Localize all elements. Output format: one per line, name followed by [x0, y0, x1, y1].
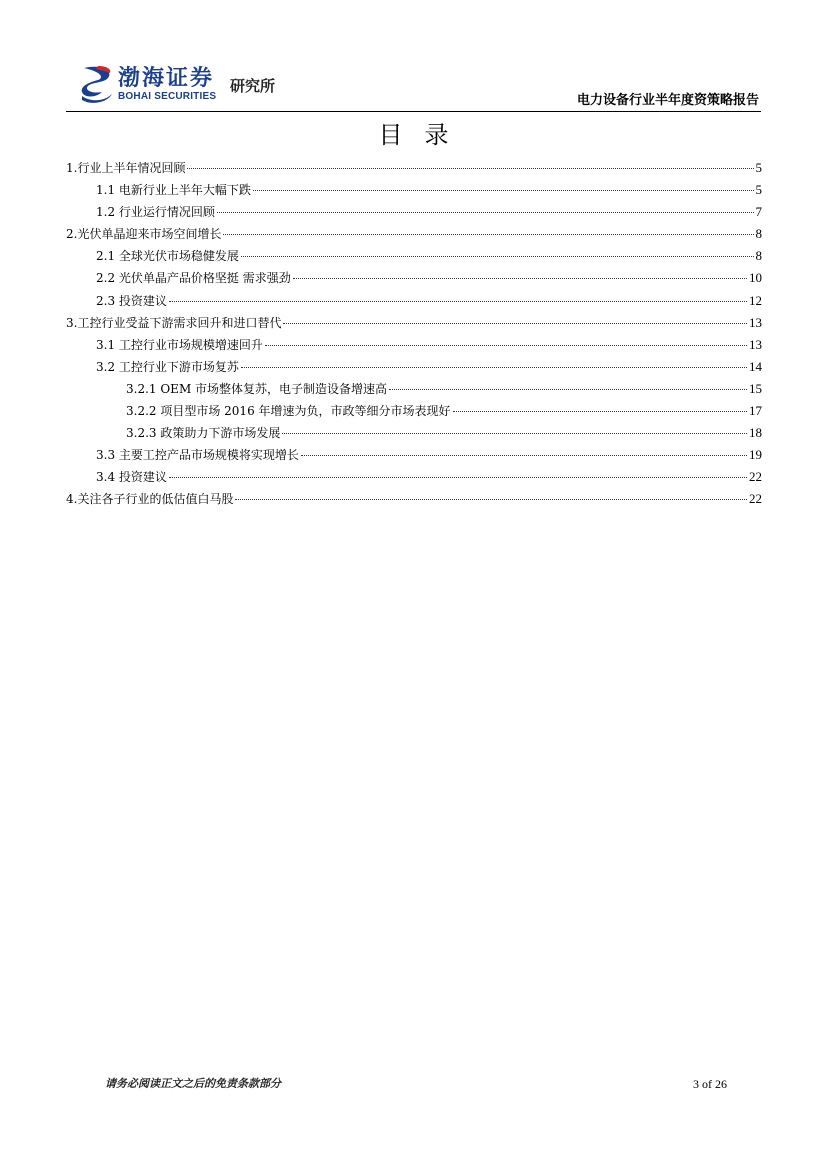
- page-title: 目录: [378, 121, 471, 149]
- toc-entry-label: 2.1 全球光伏市场稳健发展: [96, 249, 239, 264]
- toc-leader-dots: [282, 433, 747, 434]
- disclaimer-note: 请务必阅读正文之后的免责条款部分: [105, 1077, 281, 1090]
- toc-leader-dots: [187, 168, 753, 169]
- toc-leader-dots: [169, 477, 747, 478]
- toc-leader-dots: [301, 455, 747, 456]
- toc-entry-page: 8: [755, 226, 762, 242]
- toc-entry-label: 2.3 投资建议: [96, 293, 167, 308]
- toc-entry-page: 18: [749, 425, 762, 441]
- toc-entry-page: 5: [755, 182, 762, 198]
- toc-leader-dots: [169, 301, 747, 302]
- report-title: 电力设备行业半年度资策略报告: [576, 93, 759, 108]
- logo-chinese-name: 渤海证券: [118, 66, 215, 91]
- toc-entry-page: 10: [749, 270, 762, 286]
- bohai-logo-icon: [78, 64, 116, 104]
- toc-entry[interactable]: [66, 201, 762, 223]
- toc-leader-dots: [265, 345, 747, 346]
- toc-entry-page: 14: [749, 358, 762, 374]
- toc-leader-dots: [235, 499, 747, 500]
- toc-entry-page: 15: [749, 380, 762, 396]
- toc-entry[interactable]: [66, 245, 762, 267]
- toc-leader-dots: [217, 212, 754, 213]
- toc-entry-page: 13: [749, 314, 762, 330]
- toc-entry-label: 2.2 光伏单晶产品价格坚挺 需求强劲: [96, 271, 291, 286]
- toc-entry-page: 19: [749, 447, 762, 463]
- toc-entry-label: 1.2 行业运行情况回顾: [96, 205, 215, 220]
- toc-entry[interactable]: [66, 488, 762, 510]
- toc-leader-dots: [453, 411, 747, 412]
- toc-entry[interactable]: [66, 356, 762, 378]
- toc-entry-page: 13: [749, 336, 762, 352]
- company-logo: [78, 64, 298, 108]
- toc-entry-label: 3.工控行业受益下游需求回升和进口替代: [66, 315, 282, 330]
- toc-entry-page: 22: [749, 469, 762, 485]
- toc-entry[interactable]: [66, 378, 762, 400]
- toc-leader-dots: [223, 234, 753, 235]
- header-divider: [66, 111, 761, 112]
- toc-entry-page: 17: [749, 403, 762, 419]
- toc-entry-page: 7: [755, 204, 762, 220]
- toc-leader-dots: [283, 323, 747, 324]
- toc-leader-dots: [389, 389, 747, 390]
- table-of-contents: [66, 157, 762, 511]
- toc-entry-label: 3.1 工控行业市场规模增速回升: [96, 337, 263, 352]
- page-number: 3 of 26: [693, 1077, 727, 1091]
- toc-leader-dots: [253, 190, 754, 191]
- toc-entry-label: 1.1 电新行业上半年大幅下跌: [96, 183, 251, 198]
- toc-entry-label: 4.关注各子行业的低估值白马股: [66, 492, 234, 507]
- toc-entry-page: 8: [755, 248, 762, 264]
- toc-entry-label: 3.2.2 项目型市场 2016 年增速为负，市政等细分市场表现好: [126, 404, 451, 419]
- toc-entry[interactable]: [66, 334, 762, 356]
- toc-entry-page: 12: [749, 292, 762, 308]
- department-label: 研究所: [230, 77, 276, 95]
- toc-entry[interactable]: [66, 157, 762, 179]
- toc-entry-page: 22: [749, 491, 762, 507]
- toc-entry-label: 3.4 投资建议: [96, 470, 167, 485]
- toc-entry-label: 3.2.1 OEM 市场整体复苏，电子制造设备增速高: [126, 381, 388, 396]
- toc-entry-label: 1.行业上半年情况回顾: [66, 161, 186, 175]
- toc-entry-label: 2.光伏单晶迎来市场空间增长: [66, 227, 222, 242]
- toc-entry[interactable]: [66, 312, 762, 334]
- toc-leader-dots: [293, 278, 747, 279]
- toc-entry-page: 5: [755, 160, 762, 175]
- toc-entry-label: 3.3 主要工控产品市场规模将实现增长: [96, 448, 299, 463]
- toc-entry-label: 3.2.3 政策助力下游市场发展: [126, 426, 281, 441]
- toc-entry[interactable]: [66, 400, 762, 422]
- toc-entry[interactable]: [66, 290, 762, 312]
- toc-entry[interactable]: [66, 223, 762, 245]
- logo-english-name: BOHAI SECURITIES: [118, 91, 217, 102]
- toc-leader-dots: [241, 367, 747, 368]
- toc-entry[interactable]: [66, 422, 762, 444]
- toc-entry[interactable]: [66, 466, 762, 488]
- toc-entry[interactable]: [66, 267, 762, 289]
- toc-leader-dots: [241, 256, 754, 257]
- toc-entry[interactable]: [66, 444, 762, 466]
- toc-entry[interactable]: [66, 179, 762, 201]
- toc-entry-label: 3.2 工控行业下游市场复苏: [96, 359, 239, 374]
